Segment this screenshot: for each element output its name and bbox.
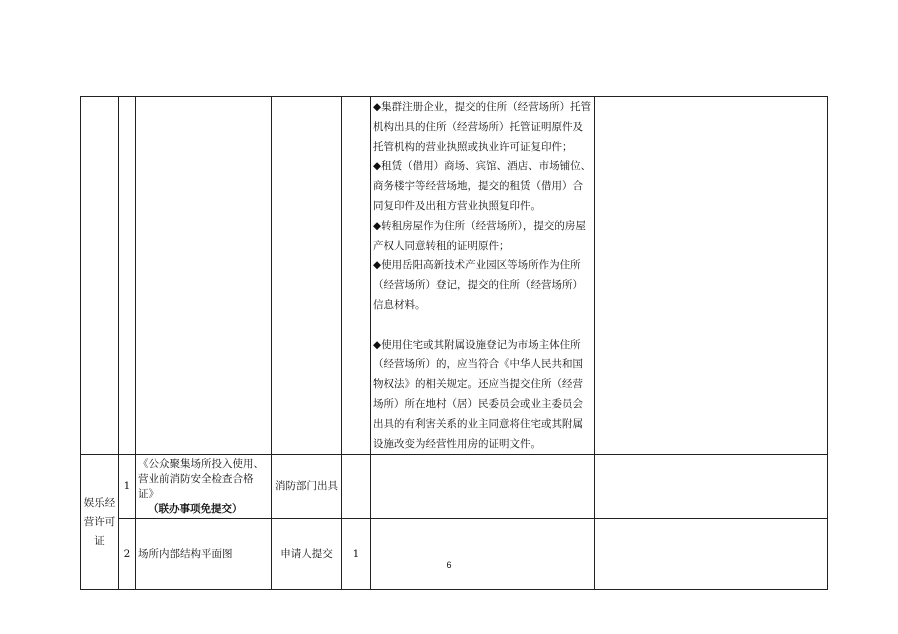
source-cell bbox=[272, 97, 342, 455]
material-cell bbox=[136, 455, 272, 519]
remarks-cell bbox=[595, 455, 828, 519]
material-note: （联办事项免提交） bbox=[148, 502, 243, 515]
remarks-cell bbox=[595, 97, 828, 455]
material-cell bbox=[136, 97, 272, 455]
requirement-item: ◆租赁（借用）商场、宾馆、酒店、市场铺位、商务楼宇等经营场地，提交的租赁（借用）合同复印件及出租方营业执照复印件。 bbox=[373, 160, 592, 212]
requirements-cell bbox=[371, 519, 595, 590]
remarks-cell bbox=[595, 519, 828, 590]
item-number: 1 bbox=[119, 455, 136, 519]
copies-cell bbox=[342, 97, 371, 455]
material-name: 《公众聚集场所投入使用、营业前消防安全检查合格证》 bbox=[138, 457, 264, 500]
copies-cell bbox=[342, 455, 371, 519]
source-cell: 消防部门出具 bbox=[272, 455, 342, 519]
table-row bbox=[81, 97, 828, 455]
requirements-cell bbox=[371, 97, 595, 455]
requirement-item: ◆集群注册企业，提交的住所（经营场所）托管机构出具的住所（经营场所）托管证明原件及托管机构的营业执照或执业许可证复印件； bbox=[373, 101, 592, 153]
category-cell bbox=[81, 97, 119, 455]
number-cell bbox=[119, 97, 136, 455]
material-name: 场所内部结构平面图 bbox=[136, 519, 272, 590]
requirement-item: ◆使用住宅或其附属设施登记为市场主体住所（经营场所）的，应当符合《中华人民共和国物权法》的相关规定。还应当提交住所（经营场所）所在地村（居）民委员会或业主委员会出具的有利害关系的业主同意将住宅或其附属设施改变为经营性用房的证明文件。 bbox=[373, 338, 583, 450]
table-row bbox=[81, 519, 828, 590]
license-category-cell: 娱乐经营许可证 bbox=[81, 455, 119, 590]
item-number: 2 bbox=[119, 519, 136, 590]
requirement-item: ◆使用岳阳高新技术产业园区等场所作为住所（经营场所）登记，提交的住所（经营场所）信息材料。 bbox=[373, 259, 583, 311]
copies-cell: 1 bbox=[342, 519, 371, 590]
materials-table bbox=[80, 96, 828, 590]
source-cell: 申请人提交 bbox=[272, 519, 342, 590]
spacer bbox=[373, 316, 592, 336]
table-row bbox=[81, 455, 828, 519]
page-number: 6 bbox=[446, 560, 452, 570]
requirement-item: ◆转租房屋作为住所（经营场所），提交的房屋产权人同意转租的证明原件； bbox=[373, 219, 586, 252]
requirements-cell bbox=[371, 455, 595, 519]
